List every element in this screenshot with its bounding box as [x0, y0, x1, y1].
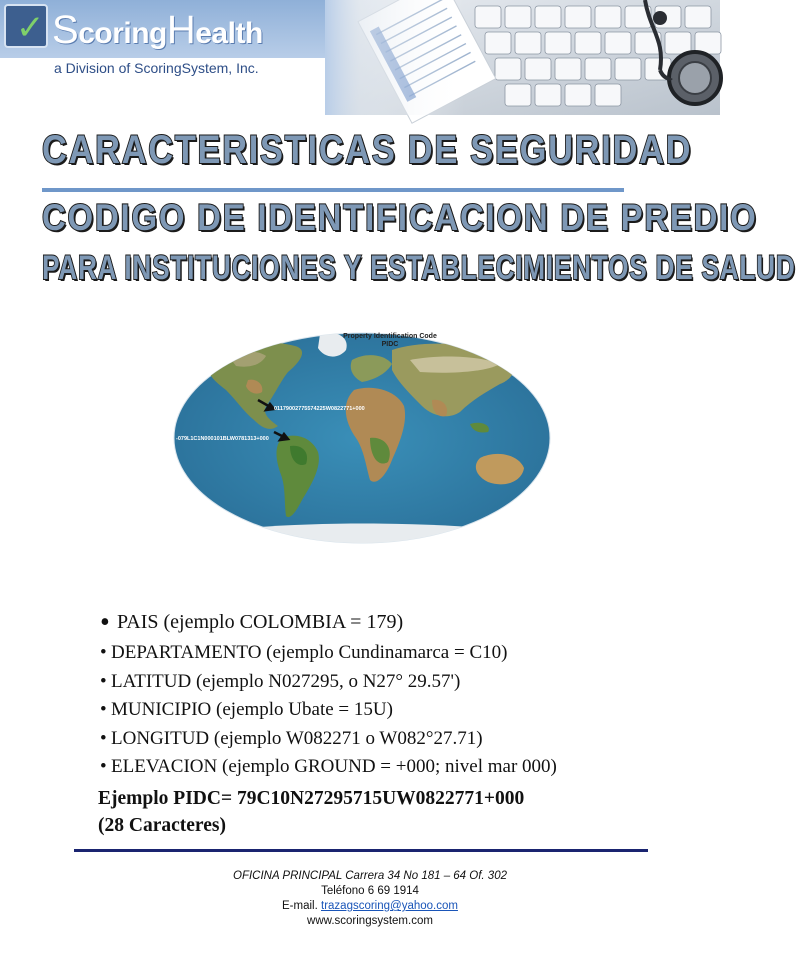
office-address: OFICINA PRINCIPAL Carrera 34 No 181 – 64 Of. 302	[233, 870, 507, 882]
logo-initial-h: H	[166, 8, 196, 52]
bullet-icon: •	[100, 756, 107, 777]
health-institutions-title: PARA INSTITUCIONES Y ESTABLECIMIENTOS DE SALUD	[42, 249, 796, 287]
logo-word-coring: coring	[78, 17, 167, 50]
division-tagline: a Division of ScoringSystem, Inc.	[54, 60, 259, 76]
world-map-figure	[170, 320, 555, 548]
logo-word-ealth: ealth	[195, 17, 263, 50]
list-item: • LONGITUD (ejemplo W082271 o W082°27.71)	[100, 725, 700, 754]
pidc-components-list	[100, 606, 700, 782]
list-item: • DEPARTAMENTO (ejemplo Cundinamarca = C10)	[100, 639, 700, 668]
list-item: • PAIS (ejemplo COLOMBIA = 179)	[100, 607, 404, 638]
email-link[interactable]: trazagscoring@yahoo.com	[321, 900, 458, 912]
title-divider	[42, 188, 624, 192]
logo-initial-s: S	[52, 8, 79, 52]
email-prefix: E-mail.	[282, 900, 321, 912]
website-link[interactable]: www.scoringsystem.com	[307, 915, 433, 927]
bullet-icon: •	[100, 642, 107, 663]
header-banner	[0, 0, 720, 115]
footer-divider	[74, 849, 648, 852]
map-caption-title: Property Identification Code	[343, 333, 437, 340]
list-item: • LATITUD (ejemplo N027295, o N27° 29.57')	[100, 668, 700, 697]
property-id-code-title: CODIGO DE IDENTIFICACION DE PREDIO	[42, 197, 758, 238]
stethoscope-keyboard-photo	[325, 0, 720, 115]
bullet-icon: •	[100, 699, 107, 720]
company-logo-text	[52, 8, 263, 53]
list-item: • MUNICIPIO (ejemplo Ubate = 15U)	[100, 696, 700, 725]
bullet-icon: •	[100, 727, 107, 749]
map-caption	[320, 333, 460, 349]
checkbox-logo-icon	[4, 4, 48, 48]
pidc-example: Ejemplo PIDC= 79C10N27295715UW0822771+000	[98, 788, 525, 809]
email-line	[160, 899, 580, 914]
world-map-image	[170, 320, 555, 548]
bullet-icon: •	[100, 670, 107, 692]
phone-number: Teléfono 6 69 1914	[321, 885, 419, 897]
list-item: • ELEVACION (ejemplo GROUND = +000; nivel mar 000)	[100, 753, 700, 782]
map-code-label-north: 01179002775574225W0822771+000	[274, 406, 365, 412]
map-caption-subtitle: PIDC	[381, 341, 399, 348]
character-count: (28 Caracteres)	[98, 815, 226, 836]
bullet-icon: •	[100, 607, 110, 638]
security-features-title: CARACTERISTICAS DE SEGURIDAD	[42, 128, 693, 172]
check-mark-icon: ✓	[16, 8, 45, 48]
map-code-label-south: -079L1C1N000101BLW0781313+000	[176, 436, 269, 442]
footer-contact	[160, 869, 580, 929]
